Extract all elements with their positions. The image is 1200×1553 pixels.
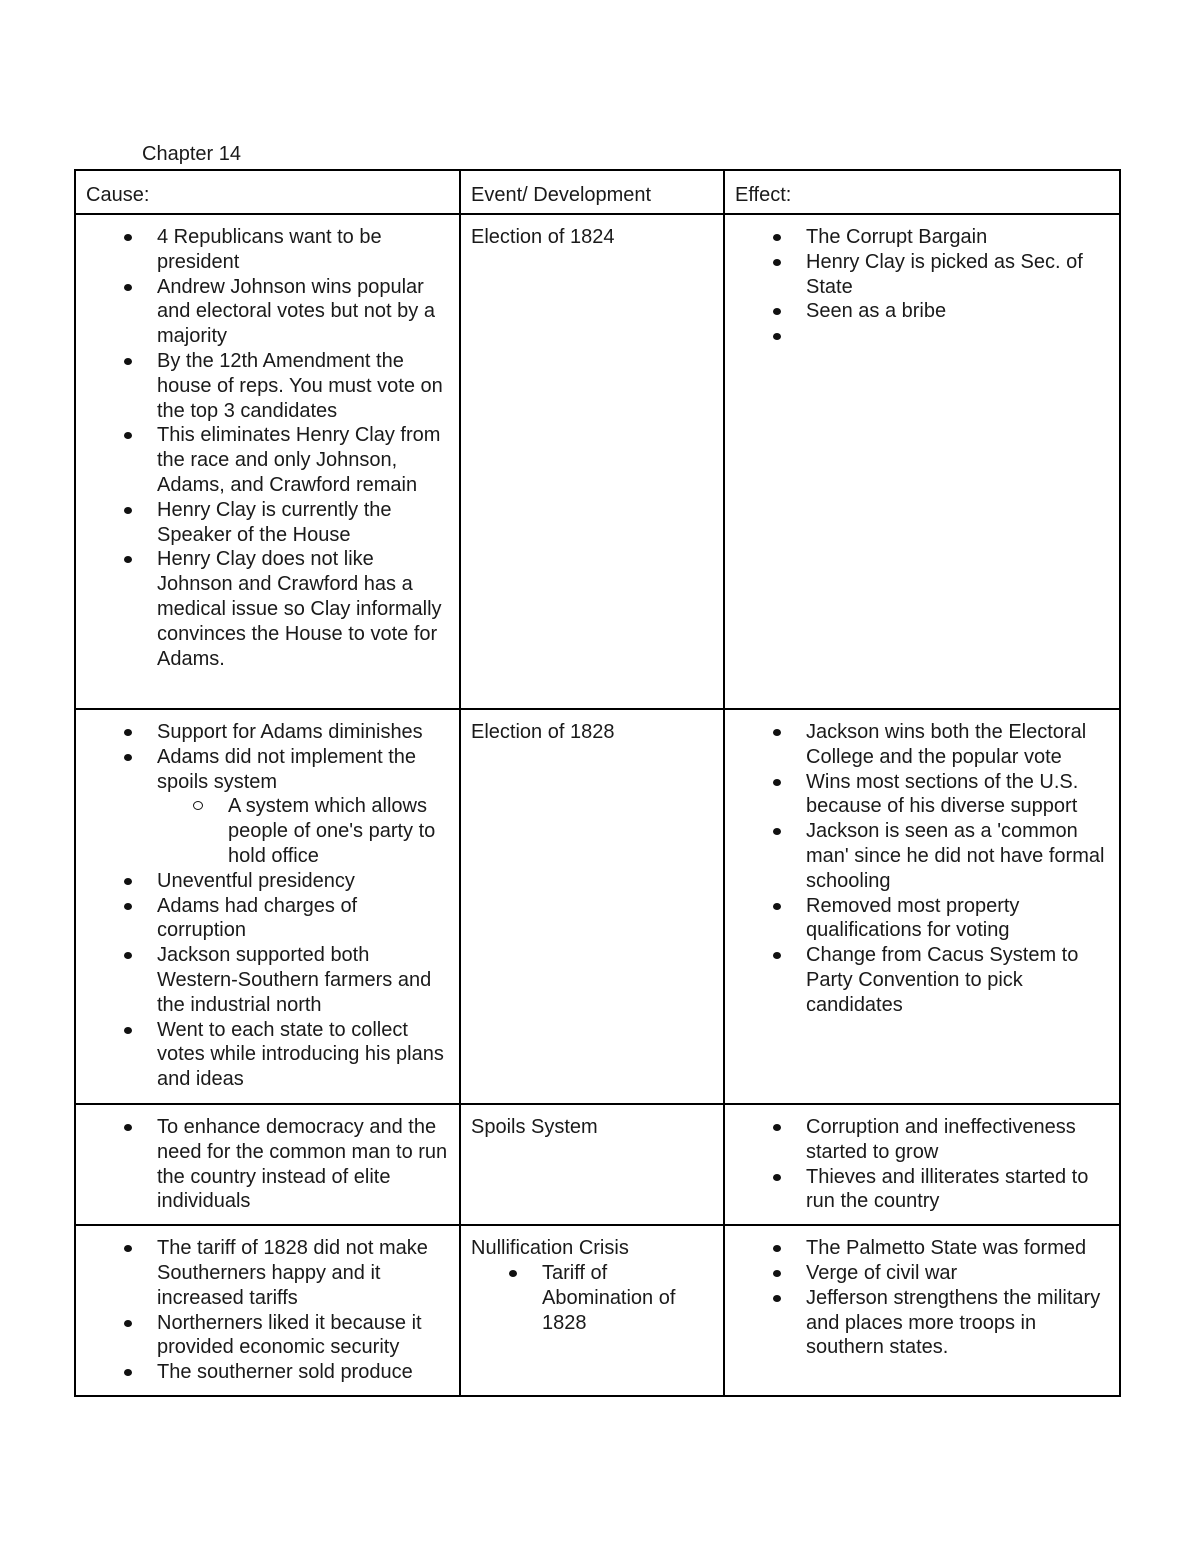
list-item: Jackson is seen as a 'common man' since he did not have formal schooling: [735, 819, 1109, 893]
event-label: Election of 1828: [471, 721, 615, 743]
list-item: Andrew Johnson wins popular and electoral votes but not by a majority: [86, 275, 449, 349]
list-item: The Palmetto State was formed: [735, 1236, 1109, 1261]
event-cell: [460, 709, 724, 1104]
header-cause: Cause:: [75, 170, 460, 214]
cause-cell: [75, 214, 460, 709]
header-event: Event/ Development: [460, 170, 724, 214]
list-item: Seen as a bribe: [735, 299, 1109, 324]
page-title: Chapter 14: [142, 143, 241, 165]
cause-cell: [75, 1104, 460, 1225]
list-item: The tariff of 1828 did not make Southerners happy and it increased tariffs: [86, 1236, 449, 1310]
effect-cell: [724, 1225, 1120, 1396]
effect-list: [735, 1236, 1109, 1360]
effect-list: [735, 225, 1109, 349]
list-item: This eliminates Henry Clay from the race and only Johnson, Adams, and Crawford remain: [86, 423, 449, 497]
effect-list: [735, 1115, 1109, 1214]
event-sub-list: [471, 1261, 713, 1335]
list-item: 4 Republicans want to be president: [86, 225, 449, 275]
list-item: Henry Clay does not like Johnson and Crawford has a medical issue so Clay informally convinces the House to vote for Adams.: [86, 547, 449, 671]
effect-cell: [724, 709, 1120, 1104]
list-item-empty: [735, 324, 1109, 349]
event-cell: [460, 1225, 724, 1396]
table-row: [75, 1104, 1120, 1225]
sub-list-item: A system which allows people of one's party to hold office: [157, 794, 449, 868]
table-row: [75, 214, 1120, 709]
event-sub-item: Tariff of Abomination of 1828: [471, 1261, 713, 1335]
event-label: Election of 1824: [471, 226, 615, 248]
event-cell: [460, 1104, 724, 1225]
list-item: [86, 745, 449, 869]
cause-effect-table: [74, 169, 1121, 1397]
event-label: Nullification Crisis: [471, 1237, 629, 1260]
list-item: Thieves and illiterates started to run the country: [735, 1165, 1109, 1215]
effect-cell: [724, 1104, 1120, 1225]
effect-list: [735, 720, 1109, 1018]
cause-list: [86, 1115, 449, 1214]
sub-list: [157, 794, 449, 868]
list-item: Northerners liked it because it provided economic security: [86, 1311, 449, 1361]
list-item: Henry Clay is picked as Sec. of State: [735, 250, 1109, 300]
list-item: Removed most property qualifications for voting: [735, 894, 1109, 944]
list-item: By the 12th Amendment the house of reps. You must vote on the top 3 candidates: [86, 349, 449, 423]
header-effect: Effect:: [724, 170, 1120, 214]
table-row: [75, 709, 1120, 1104]
list-item: Adams had charges of corruption: [86, 894, 449, 944]
list-item: Wins most sections of the U.S. because of his diverse support: [735, 770, 1109, 820]
list-item-text: Adams did not implement the spoils system: [157, 745, 417, 793]
cause-list: [86, 720, 449, 1092]
list-item: Went to each state to collect votes while introducing his plans and ideas: [86, 1018, 449, 1092]
list-item: To enhance democracy and the need for the common man to run the country instead of elite individuals: [86, 1115, 449, 1214]
list-item: Henry Clay is currently the Speaker of the House: [86, 498, 449, 548]
list-item: Jackson supported both Western-Southern farmers and the industrial north: [86, 943, 449, 1017]
list-item: Verge of civil war: [735, 1261, 1109, 1286]
cause-list: [86, 1236, 449, 1385]
list-item: Jackson wins both the Electoral College and the popular vote: [735, 720, 1109, 770]
cause-list: [86, 225, 449, 671]
effect-cell: [724, 214, 1120, 709]
cause-cell: [75, 1225, 460, 1396]
list-item: The southerner sold produce: [86, 1360, 449, 1385]
list-item: The Corrupt Bargain: [735, 225, 1109, 250]
list-item: Jefferson strengthens the military and places more troops in southern states.: [735, 1286, 1109, 1360]
list-item: Change from Cacus System to Party Convention to pick candidates: [735, 943, 1109, 1017]
event-label: Spoils System: [471, 1116, 598, 1138]
list-item: Corruption and ineffectiveness started to grow: [735, 1115, 1109, 1165]
cause-cell: [75, 709, 460, 1104]
table-row: [75, 1225, 1120, 1396]
list-item: Support for Adams diminishes: [86, 720, 449, 745]
table-header-row: [75, 170, 1120, 214]
list-item: Uneventful presidency: [86, 869, 449, 894]
event-cell: [460, 214, 724, 709]
